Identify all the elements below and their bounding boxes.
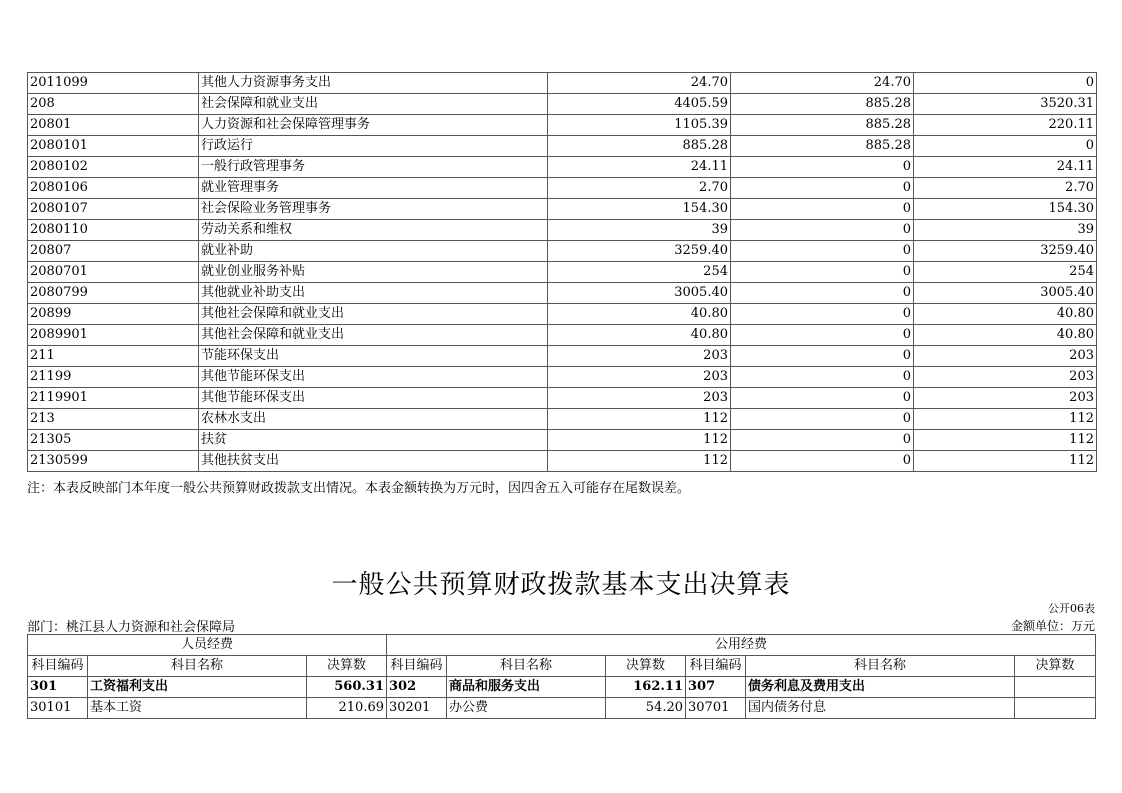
cell-project: 203 [914, 388, 1097, 409]
cell-basic: 0 [731, 157, 914, 178]
cell-amount: 560.31 [307, 677, 387, 698]
cell-name: 其他节能环保支出 [199, 388, 548, 409]
table-row [28, 304, 1097, 325]
cell-total: 203 [548, 346, 731, 367]
cell-name: 一般行政管理事务 [199, 157, 548, 178]
group-personnel: 人员经费 [28, 635, 387, 656]
cell-project: 112 [914, 409, 1097, 430]
cell-total: 4405.59 [548, 94, 731, 115]
cell-name: 其他人力资源事务支出 [199, 73, 548, 94]
cell-total: 885.28 [548, 136, 731, 157]
cell-code: 208 [28, 94, 199, 115]
cell-basic: 885.28 [731, 115, 914, 136]
cell-basic: 24.70 [731, 73, 914, 94]
table-row [28, 220, 1097, 241]
cell-code: 30701 [686, 698, 746, 719]
cell-basic: 0 [731, 430, 914, 451]
cell-code: 20801 [28, 115, 199, 136]
cell-basic: 0 [731, 262, 914, 283]
cell-name: 人力资源和社会保障管理事务 [199, 115, 548, 136]
cell-project: 2.70 [914, 178, 1097, 199]
cell-total: 112 [548, 409, 731, 430]
cell-code: 2130599 [28, 451, 199, 472]
cell-total: 203 [548, 367, 731, 388]
cell-name: 社会保险业务管理事务 [199, 199, 548, 220]
department-label: 部门：桃江县人力资源和社会保障局 [27, 620, 236, 635]
cell-code: 2080102 [28, 157, 199, 178]
cell-total: 112 [548, 451, 731, 472]
table-note: 注：本表反映部门本年度一般公共预算财政拨款支出情况。本表金额转换为万元时，因四舍五入可能存在尾数误差。 [27, 481, 691, 496]
cell-code: 2119901 [28, 388, 199, 409]
cell-name: 其他社会保障和就业支出 [199, 304, 548, 325]
basic-expenditure-table [27, 634, 1096, 719]
cell-code: 2080106 [28, 178, 199, 199]
cell-basic: 885.28 [731, 136, 914, 157]
cell-project: 39 [914, 220, 1097, 241]
cell-basic: 0 [731, 451, 914, 472]
cell-code: 213 [28, 409, 199, 430]
cell-name: 其他社会保障和就业支出 [199, 325, 548, 346]
cell-total: 40.80 [548, 325, 731, 346]
header-code: 科目编码 [686, 656, 746, 677]
header-code: 科目编码 [387, 656, 447, 677]
page-title: 一般公共预算财政拨款基本支出决算表 [331, 570, 791, 600]
form-number: 公开06表 [1048, 602, 1095, 615]
cell-basic: 0 [731, 304, 914, 325]
table-row [28, 94, 1097, 115]
cell-code: 2080107 [28, 199, 199, 220]
cell-project: 154.30 [914, 199, 1097, 220]
cell-code: 2011099 [28, 73, 199, 94]
cell-name: 行政运行 [199, 136, 548, 157]
cell-code: 2080101 [28, 136, 199, 157]
cell-project: 112 [914, 451, 1097, 472]
cell-amount: 162.11 [606, 677, 686, 698]
header-amount: 决算数 [307, 656, 387, 677]
cell-name: 扶贫 [199, 430, 548, 451]
cell-project: 3259.40 [914, 241, 1097, 262]
header-name: 科目名称 [746, 656, 1015, 677]
cell-code: 21305 [28, 430, 199, 451]
cell-project: 40.80 [914, 325, 1097, 346]
cell-code: 2080799 [28, 283, 199, 304]
header-code: 科目编码 [28, 656, 88, 677]
cell-total: 203 [548, 388, 731, 409]
cell-total: 3005.40 [548, 283, 731, 304]
cell-amount: 210.69 [307, 698, 387, 719]
cell-basic: 885.28 [731, 94, 914, 115]
table-row [28, 157, 1097, 178]
cell-basic: 0 [731, 220, 914, 241]
table-row [28, 346, 1097, 367]
cell-name: 办公费 [447, 698, 606, 719]
table-row [28, 241, 1097, 262]
group-public: 公用经费 [387, 635, 1096, 656]
cell-name: 就业管理事务 [199, 178, 548, 199]
cell-name: 其他就业补助支出 [199, 283, 548, 304]
table-row [28, 451, 1097, 472]
cell-name: 就业创业服务补贴 [199, 262, 548, 283]
cell-total: 24.70 [548, 73, 731, 94]
cell-project: 0 [914, 136, 1097, 157]
cell-name: 国内债务付息 [746, 698, 1015, 719]
cell-total: 2.70 [548, 178, 731, 199]
table-row [28, 409, 1097, 430]
table-row [28, 178, 1097, 199]
column-header-row [28, 656, 1096, 677]
cell-project: 254 [914, 262, 1097, 283]
cell-basic: 0 [731, 409, 914, 430]
header-amount: 决算数 [1015, 656, 1096, 677]
cell-amount [1015, 698, 1096, 719]
expenditure-table-body [28, 73, 1097, 472]
cell-name: 农林水支出 [199, 409, 548, 430]
cell-name: 社会保障和就业支出 [199, 94, 548, 115]
table-row [28, 115, 1097, 136]
cell-total: 40.80 [548, 304, 731, 325]
cell-name: 基本工资 [88, 698, 307, 719]
cell-total: 112 [548, 430, 731, 451]
expenditure-table [27, 72, 1097, 472]
cell-basic: 0 [731, 241, 914, 262]
table-row [28, 283, 1097, 304]
cell-project: 24.11 [914, 157, 1097, 178]
cell-project: 203 [914, 367, 1097, 388]
cell-project: 203 [914, 346, 1097, 367]
table-row [28, 388, 1097, 409]
cell-basic: 0 [731, 346, 914, 367]
cell-code: 20807 [28, 241, 199, 262]
cell-name: 节能环保支出 [199, 346, 548, 367]
cell-total: 154.30 [548, 199, 731, 220]
table-row [28, 325, 1097, 346]
cell-name: 其他扶贫支出 [199, 451, 548, 472]
cell-total: 3259.40 [548, 241, 731, 262]
cell-amount: 54.20 [606, 698, 686, 719]
table-row [28, 136, 1097, 157]
cell-code: 307 [686, 677, 746, 698]
cell-code: 302 [387, 677, 447, 698]
cell-project: 0 [914, 73, 1097, 94]
cell-basic: 0 [731, 388, 914, 409]
cell-basic: 0 [731, 178, 914, 199]
cell-name: 劳动关系和维权 [199, 220, 548, 241]
cell-code: 211 [28, 346, 199, 367]
cell-code: 21199 [28, 367, 199, 388]
cell-code: 2080701 [28, 262, 199, 283]
cell-project: 112 [914, 430, 1097, 451]
table-row [28, 677, 1096, 698]
header-name: 科目名称 [88, 656, 307, 677]
cell-total: 1105.39 [548, 115, 731, 136]
header-amount: 决算数 [606, 656, 686, 677]
cell-total: 39 [548, 220, 731, 241]
cell-basic: 0 [731, 325, 914, 346]
table-row [28, 199, 1097, 220]
table-row [28, 698, 1096, 719]
cell-name: 工资福利支出 [88, 677, 307, 698]
cell-basic: 0 [731, 199, 914, 220]
cell-name: 其他节能环保支出 [199, 367, 548, 388]
cell-name: 债务利息及费用支出 [746, 677, 1015, 698]
cell-basic: 0 [731, 367, 914, 388]
cell-total: 254 [548, 262, 731, 283]
header-name: 科目名称 [447, 656, 606, 677]
amount-unit: 金额单位：万元 [1010, 619, 1095, 633]
cell-code: 2080110 [28, 220, 199, 241]
table-row [28, 367, 1097, 388]
cell-code: 2089901 [28, 325, 199, 346]
cell-amount [1015, 677, 1096, 698]
cell-project: 220.11 [914, 115, 1097, 136]
group-header-row [28, 635, 1096, 656]
cell-code: 301 [28, 677, 88, 698]
table-row [28, 73, 1097, 94]
cell-name: 就业补助 [199, 241, 548, 262]
table-row [28, 262, 1097, 283]
cell-name: 商品和服务支出 [447, 677, 606, 698]
cell-project: 3005.40 [914, 283, 1097, 304]
cell-total: 24.11 [548, 157, 731, 178]
cell-code: 20899 [28, 304, 199, 325]
cell-code: 30101 [28, 698, 88, 719]
cell-basic: 0 [731, 283, 914, 304]
cell-project: 40.80 [914, 304, 1097, 325]
table-row [28, 430, 1097, 451]
cell-project: 3520.31 [914, 94, 1097, 115]
cell-code: 30201 [387, 698, 447, 719]
